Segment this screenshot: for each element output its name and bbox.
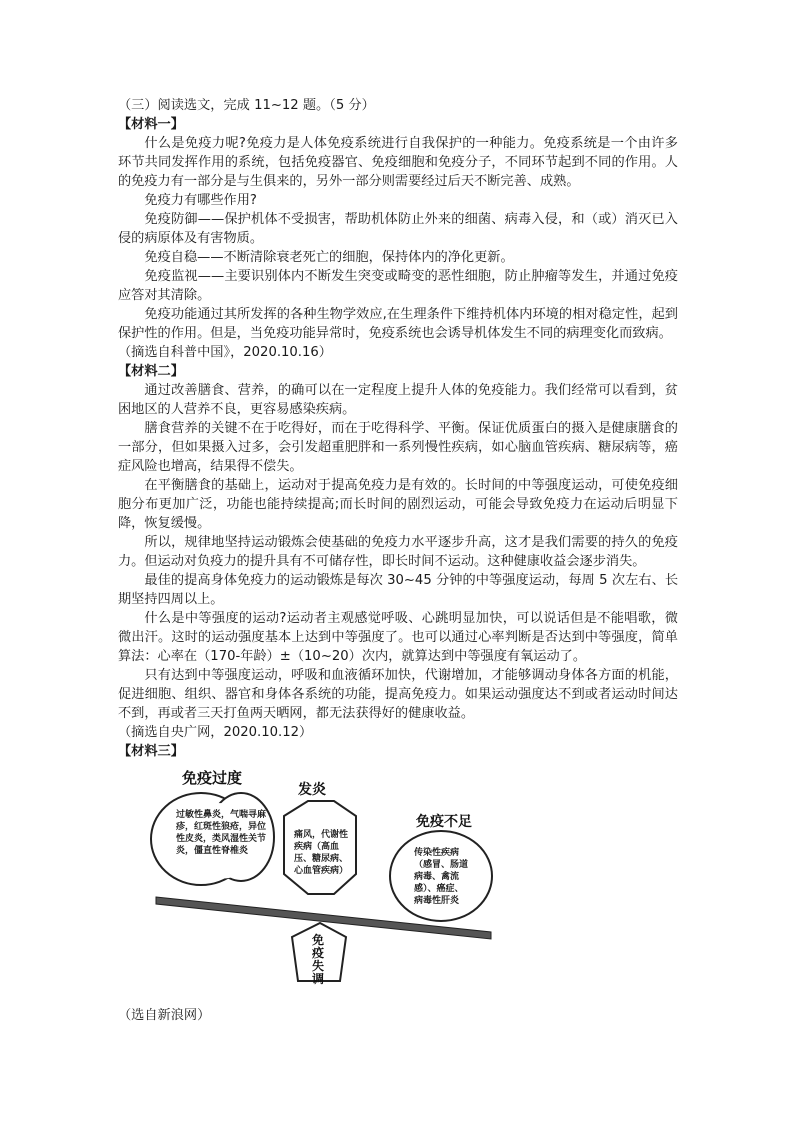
material-three-heading: 【材料三】: [118, 744, 184, 759]
fulcrum-text: 免疫失调: [312, 933, 325, 986]
m1-paragraph-6: 免疫功能通过其所发挥的各种生物学效应,在生理条件下维持机体内环境的相对稳定性，起到保护性的作用。但是，当免疫功能异常时，免疫系统也会诱导机体发生不同的病理变化而致病。: [118, 307, 678, 341]
m1-paragraph-1: 什么是免疫力呢?免疫力是人体免疫系统进行自我保护的一种能力。免疫系统是一个由许多环节共同发挥作用的系统，包括免疫器官、免疫细胞和免疫分子，不同环节起到不同的作用。人的免疫力有一部分是与生俱来的，另外一部分则需要经过后天不断完善、成熟。: [118, 136, 678, 189]
right-title: 免疫不足: [416, 814, 472, 830]
m2-paragraph-3: 在平衡膳食的基础上，运动对于提高免疫力是有效的。长时间的中等强度运动，可使免疫细胞分布更加广泛，功能也能持续提高;而长时间的剧烈运动，可能会导致免疫力在运动后明显下降，恢复缓慢。: [118, 478, 678, 531]
left-text: 过敏性鼻炎，气喘寻麻疹，红斑性狼疮，异位性皮炎，类风湿性关节炎，僵直性脊椎炎: [176, 810, 267, 856]
m2-paragraph-1: 通过改善膳食、营养，的确可以在一定程度上提升人体的免疫能力。我们经常可以看到，贫困地区的人营养不良，更容易感染疾病。: [118, 383, 678, 417]
m2-paragraph-7: 只有达到中等强度运动，呼吸和血液循环加快，代谢增加，才能够调动身体各方面的机能，促进细胞、组织、器官和身体各系统的功能，提高免疫力。如果运动强度达不到或者运动时间达不到，再或者三天打鱼两天晒网，都无法获得好的健康收益。: [118, 668, 678, 721]
m2-paragraph-2: 膳食营养的关键不在于吃得好，而在于吃得科学、平衡。保证优质蛋白的摄入是健康膳食的一部分，但如果摄入过多，会引发超重肥胖和一系列慢性疾病，如心脑血管疾病、糖尿病等，癌症风险也增高，结果得不偿失。: [118, 421, 678, 474]
m2-paragraph-4: 所以，规律地坚持运动锻炼会使基础的免疫力水平逐步升高，这才是我们需要的持久的免疫力。但运动对负疫力的提升具有不可储存性，即长时间不运动。这种健康收益会逐步消失。: [118, 535, 678, 569]
m2-paragraph-5: 最佳的提高身体免疫力的运动锻炼是每次 30~45 分钟的中等强度运动，每周 5 次左右、长期坚持四周以上。: [118, 573, 678, 607]
material-one-heading: 【材料一】: [118, 117, 184, 132]
m1-paragraph-3: 免疫防御——保护机体不受损害，帮助机体防止外来的细菌、病毒入侵，和（或）消灭已入侵的病原体及有害物质。: [118, 212, 678, 246]
middle-text: 痛风，代谢性疾病（高血压、糖尿病、心血管疾病）: [294, 830, 349, 876]
m1-paragraph-2: 免疫力有哪些作用?: [144, 193, 257, 208]
material-two-heading: 【材料二】: [118, 364, 184, 379]
m2-source: （摘选自央广网，2020.10.12）: [118, 725, 313, 740]
immune-balance-figure: [146, 769, 506, 1004]
m1-paragraph-4: 免疫自稳——不断清除衰老死亡的细胞，保持体内的净化更新。: [144, 250, 514, 265]
left-title: 免疫过度: [182, 769, 243, 787]
m2-paragraph-6: 什么是中等强度的运动?运动者主观感觉呼吸、心跳明显加快，可以说话但是不能唱歌，微微出汗。这时的运动强度基本上达到中等强度了。也可以通过心率判断是否达到中等强度，简单算法：心率在（170-年龄）±（10~20）次内，就算达到中等强度有氧运动了。: [118, 611, 678, 664]
m1-source: （摘选自科普中国》，2020.10.16）: [118, 345, 332, 360]
m3-source: （选自新浪网）: [118, 1008, 211, 1023]
section-intro: （三）阅读选文，完成 11~12 题。（5 分）: [118, 98, 375, 113]
document-page: [118, 96, 678, 1025]
middle-title: 发炎: [298, 782, 326, 798]
right-text: 传染性疾病（感冒、肠道病毒、禽流感）、癌症、病毒性肝炎: [414, 848, 469, 906]
m1-paragraph-5: 免疫监视——主要识别体内不断发生突变或畸变的恶性细胞，防止肿瘤等发生，并通过免疫应答对其清除。: [118, 269, 678, 303]
